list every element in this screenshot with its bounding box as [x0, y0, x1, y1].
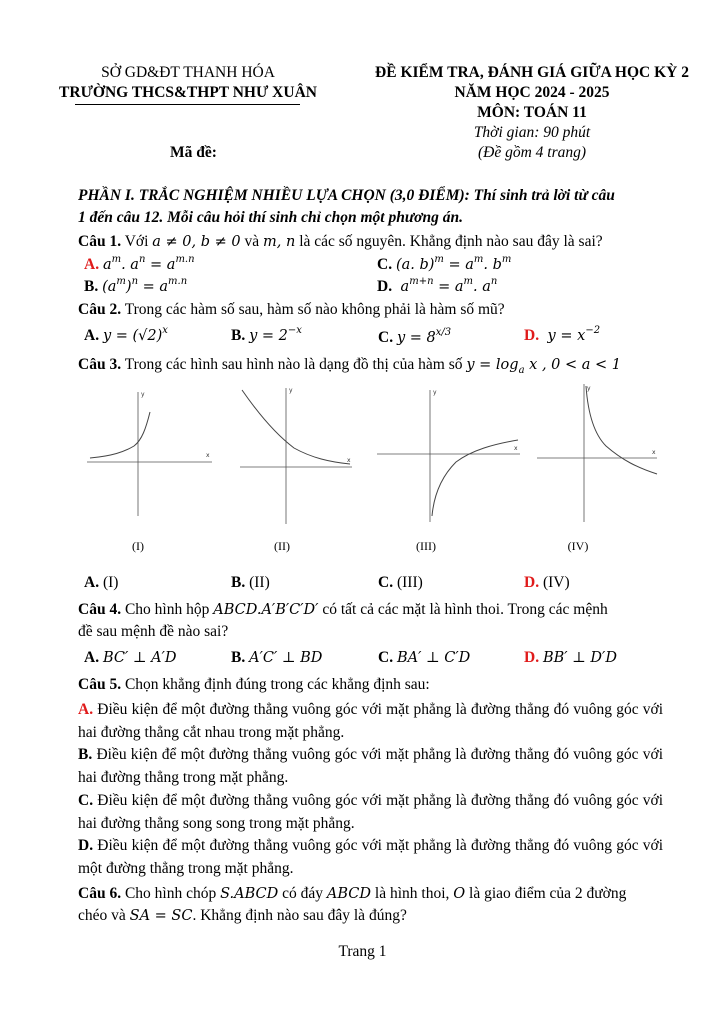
- q6-eq: SA = SC: [129, 908, 193, 924]
- q1-pre: Với: [124, 233, 149, 250]
- q1-option-b[interactable]: B. $(a^m)^n = a^{m.n}$: [84, 276, 188, 295]
- q1-cond2: m, n: [263, 234, 296, 250]
- q5-a-text: Điều kiện để một đường thẳng vuông góc với mặt phẳng là đường thẳng đó vuông góc với hai đường thẳng cắt nhau trong mặt phẳng.: [78, 701, 664, 741]
- svg-text:y: y: [587, 385, 591, 392]
- graph-1-label: (I): [132, 539, 144, 553]
- q4-post: có tất cả các mặt là hình thoi. Trong các mệnh: [322, 601, 608, 618]
- question-5: [78, 675, 430, 695]
- q3-c-label: C.: [378, 574, 394, 591]
- q4-d-text: BB′ ⊥ D′D: [542, 650, 617, 666]
- q2-c-label: C.: [378, 329, 394, 346]
- question-2: [78, 300, 505, 320]
- q6-line2-post: . Khẳng định nào sau đây là đúng?: [192, 907, 407, 924]
- q3-d-label: D.: [524, 574, 540, 591]
- q6-base: ABCD: [326, 886, 372, 902]
- q1-c-label: C.: [377, 256, 393, 273]
- q5-c-label: C.: [78, 792, 94, 809]
- q5-option-b[interactable]: [78, 744, 663, 789]
- part1-heading-line2: 1 đến câu 12. Mỗi câu hỏi thí sinh chỉ chọn một phương án.: [78, 209, 463, 226]
- question-1: [78, 232, 603, 252]
- svg-text:y: y: [433, 389, 437, 396]
- department-name: SỞ GD&ĐT THANH HÓA: [101, 64, 275, 81]
- q2-option-b[interactable]: B. $y = 2^{-x}$: [231, 325, 302, 344]
- graph-3-label: (III): [416, 539, 436, 553]
- q1-post: là các số nguyên. Khẳng định nào sau đây là sai?: [299, 233, 603, 250]
- q5-option-a[interactable]: [78, 699, 663, 744]
- q3-option-c[interactable]: [378, 573, 423, 593]
- school-underline: [75, 104, 300, 105]
- svg-text:y: y: [289, 387, 293, 394]
- page-count: (Đề gồm 4 trang): [477, 144, 587, 161]
- svg-text:x: x: [206, 452, 210, 459]
- q4-label: Câu 4.: [78, 601, 122, 618]
- q2-option-a[interactable]: A. $y = (√2)^x$: [84, 325, 168, 344]
- q4-a-label: A.: [84, 649, 100, 666]
- q1-cond1: a ≠ 0, b ≠ 0: [152, 234, 241, 250]
- q5-text: Chọn khẳng định đúng trong các khẳng định sau:: [124, 676, 430, 693]
- q4-pre: Cho hình hộp: [124, 601, 210, 618]
- q6-line2: [78, 906, 407, 926]
- q5-d-text: Điều kiện để một đường thẳng vuông góc với mặt phẳng là đường thẳng đó vuông góc với một đường thẳng trong mặt phẳng.: [78, 837, 664, 877]
- exam-code-label: Mã đề:: [170, 144, 217, 161]
- q1-option-d[interactable]: D. $a^{m+n} = a^m$. $a^n$: [377, 276, 498, 295]
- svg-text:x: x: [347, 457, 351, 464]
- svg-text:x: x: [514, 445, 518, 452]
- q2-b-label: B.: [231, 327, 246, 344]
- exam-title: ĐỀ KIỂM TRA, ĐÁNH GIÁ GIỮA HỌC KỲ 2: [375, 64, 689, 81]
- q2-label: Câu 2.: [78, 301, 122, 318]
- page-number: Trang 1: [338, 943, 387, 960]
- q4-b-label: B.: [231, 649, 246, 666]
- q5-label: Câu 5.: [78, 676, 122, 693]
- q1-mid: và: [244, 233, 260, 250]
- school-year: NĂM HỌC 2024 - 2025: [454, 84, 610, 101]
- q4-c-label: C.: [378, 649, 394, 666]
- q2-option-d[interactable]: D. $y = x^{-2}$: [524, 325, 601, 344]
- q1-a-label: A.: [84, 256, 100, 273]
- q4-c-text: BA′ ⊥ C′D: [396, 650, 471, 666]
- graph-2: [240, 388, 352, 524]
- q3-a-text: (I): [102, 574, 119, 591]
- q5-b-label: B.: [78, 746, 93, 763]
- q6-line2-pre: chéo và: [78, 907, 126, 924]
- svg-text:y: y: [141, 391, 145, 398]
- q4-option-b[interactable]: [231, 648, 322, 668]
- q4-d-label: D.: [524, 649, 540, 666]
- graph-1: [87, 392, 212, 516]
- graph-3: [377, 390, 520, 522]
- q1-option-a[interactable]: A. $a^m$. $a^n = a^{m.n}$: [84, 254, 195, 273]
- q4-b-text: A′C′ ⊥ BD: [249, 650, 323, 666]
- graph-4-curve: [586, 386, 657, 474]
- q6-pre: Cho hình chóp: [124, 885, 217, 902]
- graph-2-label: (II): [274, 539, 290, 553]
- q4-option-c[interactable]: [378, 648, 470, 668]
- question-6: [78, 884, 626, 904]
- q6-mid1: có đáy: [282, 885, 324, 902]
- graph-4: [537, 384, 657, 522]
- q6-label: Câu 6.: [78, 885, 122, 902]
- q4-option-d[interactable]: [524, 648, 617, 668]
- q3-c-text: (III): [396, 574, 423, 591]
- q4-a-text: BC′ ⊥ A′D: [102, 650, 177, 666]
- school-name: TRƯỜNG THCS&THPT NHƯ XUÂN: [59, 84, 317, 101]
- q3-option-b[interactable]: [231, 573, 270, 593]
- q3-graphs: [82, 384, 667, 529]
- q5-option-d[interactable]: [78, 835, 663, 880]
- q2-option-c[interactable]: C. $y = 8^{x/3}$: [378, 327, 452, 346]
- q6-post: là giao điểm của 2 đường: [469, 885, 627, 902]
- q1-b-label: B.: [84, 278, 99, 295]
- question-3: Câu 3. Trong các hình sau hình nào là dạng đồ thị của hàm số $y = \log_a x$ , 0 < a < 1: [78, 356, 621, 376]
- q3-b-label: B.: [231, 574, 246, 591]
- q1-option-c[interactable]: C. (a. $b)^m = a^m$. $b^m$: [377, 254, 512, 273]
- q5-a-label: A.: [78, 701, 94, 718]
- part1-heading-line1: PHẦN I. TRẮC NGHIỆM NHIỀU LỰA CHỌN (3,0 ĐIỂM): Thí sinh trả lời từ câu: [78, 187, 615, 204]
- exam-time: Thời gian: 90 phút: [473, 124, 591, 141]
- graph-2-curve: [242, 390, 350, 464]
- q5-c-text: Điều kiện để một đường thẳng vuông góc với mặt phẳng là đường thẳng đó vuông góc với hai đường thẳng song song trong mặt phẳng.: [78, 792, 664, 832]
- q4-option-a[interactable]: [84, 648, 177, 668]
- q3-d-text: (IV): [542, 574, 570, 591]
- q3-b-text: (II): [249, 574, 270, 591]
- graph-4-label: (IV): [567, 539, 589, 553]
- question-4: [78, 600, 608, 620]
- graph-3-curve: [432, 440, 518, 516]
- q1-d-label: D.: [377, 278, 393, 295]
- graph-1-curve: [90, 412, 150, 458]
- q5-option-c[interactable]: [78, 790, 663, 835]
- subject: MÔN: TOÁN 11: [477, 104, 587, 121]
- q2-a-label: A.: [84, 327, 100, 344]
- q1-label: Câu 1.: [78, 233, 122, 250]
- q6-solid: S.ABCD: [220, 886, 279, 902]
- q3-a-label: A.: [84, 574, 100, 591]
- q2-text: Trong các hàm số sau, hàm số nào không phải là hàm số mũ?: [124, 301, 505, 318]
- q6-mid2: là hình thoi,: [374, 885, 450, 902]
- q3-label: Câu 3.: [78, 356, 122, 373]
- q3-option-d[interactable]: [524, 573, 570, 593]
- svg-text:x: x: [652, 449, 656, 456]
- q4-solid: ABCD.A′B′C′D′: [213, 602, 319, 618]
- q5-b-text: Điều kiện để một đường thẳng vuông góc với mặt phẳng là đường thẳng đó vuông góc với hai đường thẳng trong mặt phẳng.: [78, 746, 664, 786]
- q3-option-a[interactable]: [84, 573, 118, 593]
- q2-d-label: D.: [524, 327, 540, 344]
- q6-point: O: [453, 886, 466, 902]
- q4-line2: đề sau mệnh đề nào sai?: [78, 623, 229, 640]
- q5-d-label: D.: [78, 837, 94, 854]
- q3-text: Trong các hình sau hình nào là dạng đồ thị của hàm số: [124, 356, 463, 373]
